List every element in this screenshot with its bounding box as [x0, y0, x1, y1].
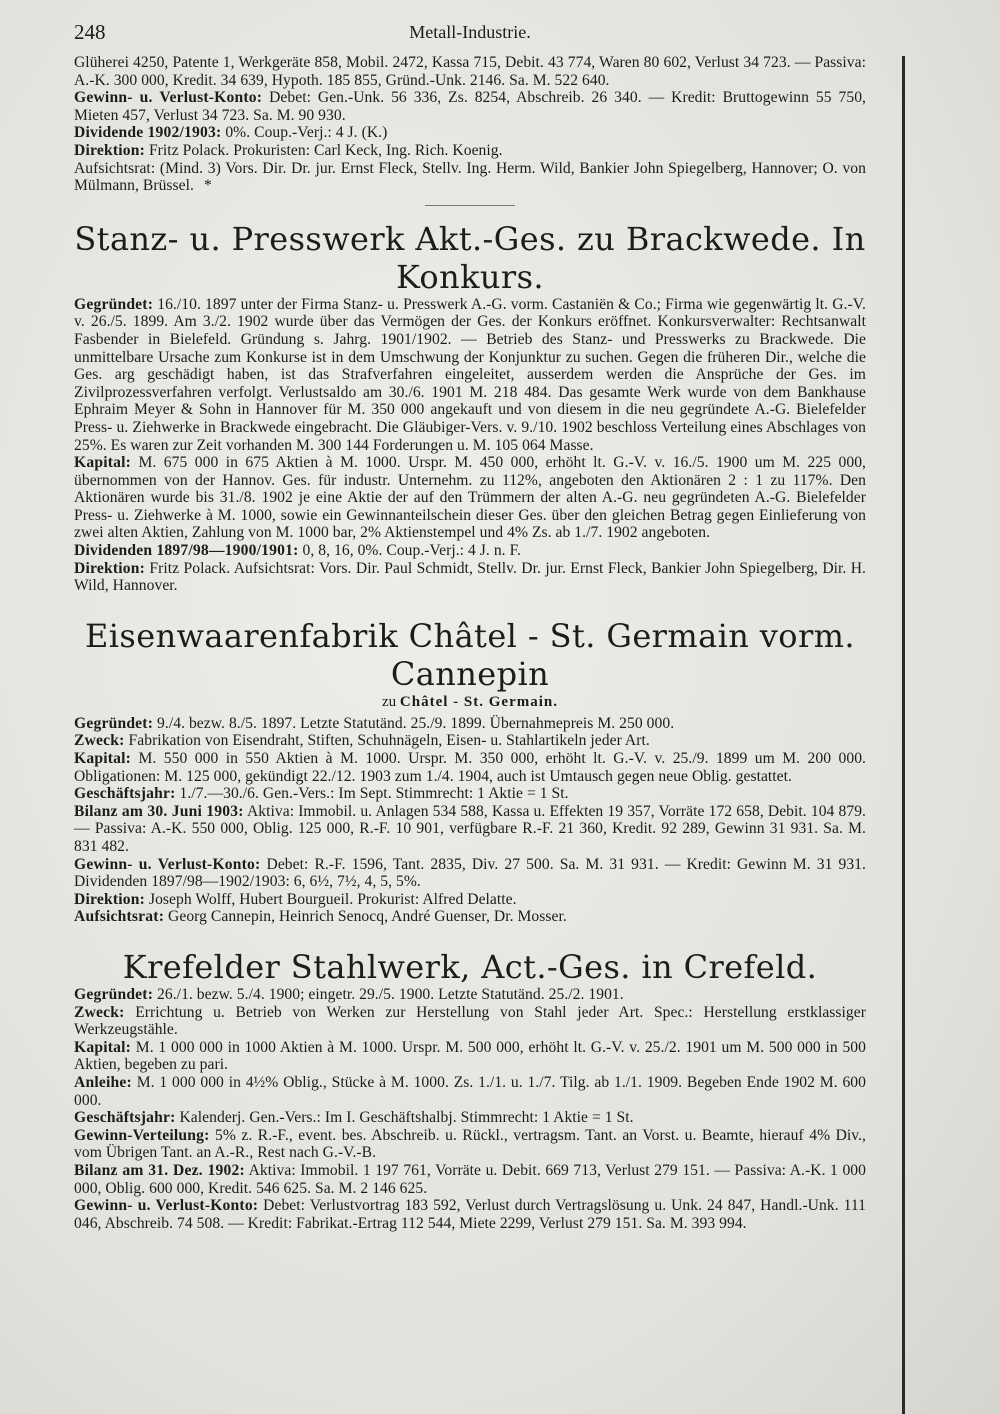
paragraph: Anleihe: M. 1 000 000 in 4½% Oblig., Stücke à M. 1000. Zs. 1./1. u. 1./7. Tilg. ab 1./1. 1909. Begeben Ende 1902 M. 600 000.: [74, 1073, 866, 1109]
paragraph-label: Zweck:: [74, 1003, 125, 1021]
paragraph: Gegründet: 16./10. 1897 unter der Firma Stanz- u. Presswerk A.-G. vorm. Castaniën & Co.; Firma wie gegenwärtig lt. G.-V. v. 26./5. 1899. Am 3./2. 1902 wurde über das Vermögen der Ges. der Konkurs eröffnet. Konkursverwalter: Rechtsanwalt Fasbender in Bielefeld. Gründung s. Jahrg. 1901/1902. — Betrieb des Stanz- und Presswerks zu Brackwede. Die unmittelbare Ursache zum Konkurse ist in dem Umschwung der Konjunktur zu suchen. Gegen die früheren Dir., welche die Ges. arg geschädigt haben, ist das Strafverfahren eingeleitet, ausserdem werden die Ansprüche der Ges. im Zivilprozessverfahren verfolgt. Verlustsaldo am 30./6. 1901 M. 218 484. Das gesamte Werk wurde von dem Bankhause Ephraim Meyer & Sohn in Hannover für M. 350 000 angekauft und von diesem in die neu gegründete A.-G. Bielefelder Press- u. Ziehwerke in Brackwede eingebracht. Die Gläubiger-Vers. v. 9./10. 1902 beschloss Verteilung eines Abschlages von 25%. Es waren zur Zeit vorhanden M. 300 144 Forderungen u. M. 105 064 Masse.: [74, 295, 866, 454]
spacer: [74, 926, 866, 948]
paragraph: Zweck: Errichtung u. Betrieb von Werken zur Herstellung von Stahl jeder Art. Spec.: Herstellung erstklassiger Werkzeugstähle.: [74, 1003, 866, 1039]
paragraph-label: Dividende 1902/1903:: [74, 124, 222, 142]
entry-subline: [74, 693, 866, 711]
paragraph: Gegründet: 26./1. bezw. 5./4. 1900; eingetr. 29./5. 1900. Letzte Statutänd. 25./2. 1901.: [74, 985, 624, 1003]
paragraph-label: Bilanz am 30. Juni 1903:: [74, 802, 244, 820]
paragraph-label: Kapital:: [74, 1038, 132, 1056]
paragraph-label: Gewinn- u. Verlust-Konto:: [74, 1197, 259, 1215]
entry-stanz-presswerk: [74, 220, 866, 595]
paragraph-label: Zweck:: [74, 732, 125, 750]
paragraph: [74, 160, 866, 195]
paragraph: Bilanz am 30. Juni 1903: Aktiva: Immobil. u. Anlagen 534 588, Kassa u. Effekten 19 357, Vorräte 172 658, Debit. 104 879. — Passiva: A.-K. 550 000, Oblig. 125 000, R.-F. 10 901, verfügbare R.-F. 21 360, Kredit. 92 289, Gewinn 31 931. Sa. M. 831 482.: [74, 802, 867, 855]
paragraph: Gewinn- u. Verlust-Konto: Debet: R.-F. 1596, Tant. 2835, Div. 27 500. Sa. M. 31 931. — Kredit: Gewinn M. 31 931. Dividenden 1897/98—1902/1903: 6, 6½, 7½, 4, 5, 5%.: [74, 855, 866, 891]
subline-prefix: zu: [382, 693, 397, 710]
page-header: [74, 14, 866, 54]
entry-star-mark: *: [203, 177, 212, 195]
paragraph-label: Gegründet:: [74, 714, 154, 732]
entry-headline: Eisenwaarenfabrik Châtel - St. Germain vorm. Cannepin: [85, 616, 855, 693]
paragraph: Gegründet: 9./4. bezw. 8./5. 1897. Letzte Statutänd. 25./9. 1899. Übernahmepreis M. 250 000.: [74, 714, 675, 732]
paragraph-label: Direktion:: [74, 141, 146, 159]
paragraph-label: Kapital:: [74, 750, 132, 768]
paragraph: Aufsichtsrat: Georg Cannepin, Heinrich Senocq, André Guenser, Dr. Mosser.: [74, 908, 567, 926]
entry-eisenwaarenfabrik: [74, 617, 866, 926]
paragraph: Dividende 1902/1903: 0%. Coup.-Verj.: 4 J. (K.): [74, 124, 388, 142]
page-number: 248: [74, 20, 106, 44]
paragraph-label: Gegründet:: [74, 295, 154, 313]
entry-headline: Krefelder Stahlwerk, Act.-Ges. in Crefeld.: [122, 947, 818, 986]
entry-krefelder-stahlwerk: [74, 948, 866, 1232]
paragraph-label: Anleihe:: [74, 1073, 132, 1091]
paragraph: Kapital: M. 675 000 in 675 Aktien à M. 1000. Urspr. M. 450 000, erhöht lt. G.-V. v. 16./5. 1900 um M. 225 000, übernommen von der Hannov. Ges. für industr. Unternehm. zu 112%, angeboten den Aktionären 2 : 1 zu 117%. Den Aktionären wurde bis 31./8. 1902 je eine Aktie der auf den Trümmern der alten A.-G. neu gegründeten A.-G. Bielefelder Press- u. Ziehwerke à M. 1000, sowie ein Gewinnanteilschein dieser Ges. über den gleichen Betrag gegen Einlieferung von zwei alten Aktien, Zahlung von M. 1000 bar, 2% Aktienstempel und 4% Zs. ab 1./7. 1902 angeboten.: [74, 454, 866, 542]
entry-headline: Stanz- u. Presswerk Akt.-Ges. zu Brackwede. In Konkurs.: [74, 219, 866, 296]
paragraph-text: Aufsichtsrat: (Mind. 3) Vors. Dir. Dr. jur. Ernst Fleck, Stellv. Ing. Herm. Wild, Bankier John Spiegelberg, Hannover; O. von Mülmann, Brüssel.: [74, 159, 866, 195]
paragraph-label: Bilanz am 31. Dez. 1902:: [74, 1161, 245, 1179]
entry-continuation: [74, 54, 866, 195]
subline-location: Châtel - St. Germain.: [399, 693, 558, 710]
paragraph: Bilanz am 31. Dez. 1902: Aktiva: Immobil. 1 197 761, Vorräte u. Debit. 669 713, Verlust 279 151. — Passiva: A.-K. 1 000 000, Oblig. 600 000, Kredit. 546 625. Sa. M. 2 146 625.: [74, 1161, 866, 1197]
paragraph: Geschäftsjahr: Kalenderj. Gen.-Vers.: Im I. Geschäftshalbj. Stimmrecht: 1 Aktie = 1 St.: [74, 1109, 634, 1127]
paragraph-label: Geschäftsjahr:: [74, 1109, 176, 1127]
column-divider: [902, 56, 905, 1414]
paragraph: Gewinn- u. Verlust-Konto: Debet: Verlustvortrag 183 592, Verlust durch Vertragslösung u. Unk. 24 847, Handl.-Unk. 111 046, Abschreib. 74 508. — Kredit: Fabrikat.-Ertrag 112 544, Miete 2299, Verlust 279 151. Sa. M. 393 994.: [74, 1197, 866, 1232]
paragraph-label: Geschäftsjahr:: [74, 785, 176, 803]
paragraph: Gewinn- u. Verlust-Konto: Debet: Gen.-Unk. 56 336, Zs. 8254, Abschreib. 26 340. — Kredit: Bruttogewinn 55 750, Mieten 457, Verlust 34 723. Sa. M. 90 930.: [74, 89, 867, 124]
separator-rule: [425, 205, 515, 206]
paragraph: Gewinn-Verteilung: 5% z. R.-F., event. bes. Abschreib. u. Rückl., vertragsm. Tant. an Vorst. u. Beamte, hierauf 4% Div., vom Übrigen Tant. an A.-R., Rest nach G.-V.-B.: [74, 1126, 866, 1162]
running-head: Metall-Industrie.: [409, 22, 531, 42]
paragraph-label: Direktion:: [74, 890, 146, 908]
paragraph: Direktion: Fritz Polack. Prokuristen: Carl Keck, Ing. Rich. Koenig.: [74, 141, 503, 159]
paragraph-label: Direktion:: [74, 559, 146, 577]
paragraph: Geschäftsjahr: 1./7.—30./6. Gen.-Vers.: Im Sept. Stimmrecht: 1 Aktie = 1 St.: [74, 785, 569, 803]
paragraph-label: Gewinn-Verteilung:: [74, 1126, 210, 1144]
paragraph: Kapital: M. 550 000 in 550 Aktien à M. 1000. Urspr. M. 350 000, erhöht lt. G.-V. v. 25./9. 1899 um M. 200 000. Obligationen: M. 125 000, gekündigt 22./12. 1903 zum 1./4. 1904, auch ist Umtausch gegen neue Oblig. gestattet.: [74, 750, 866, 785]
paragraph-label: Aufsichtsrat:: [74, 908, 165, 926]
paragraph-label: Kapital:: [74, 454, 132, 472]
spacer: [74, 595, 866, 617]
main-column: [74, 14, 866, 1232]
paragraph: Kapital: M. 1 000 000 in 1000 Aktien à M. 1000. Urspr. M. 500 000, erhöht lt. G.-V. v. 25./2. 1901 um M. 500 000 in 500 Aktien, begeben zu pari.: [74, 1038, 866, 1074]
paragraph: Direktion: Fritz Polack. Aufsichtsrat: Vors. Dir. Paul Schmidt, Stellv. Dr. jur. Ernst Fleck, Bankier John Spiegelberg, Dir. H. Wild, Hannover.: [74, 559, 866, 595]
paragraph: Direktion: Joseph Wolff, Hubert Bourgueil. Prokurist: Alfred Delatte.: [74, 890, 517, 908]
paragraph-label: Gewinn- u. Verlust-Konto:: [74, 855, 261, 873]
paragraph: Glüherei 4250, Patente 1, Werkgeräte 858, Mobil. 2472, Kassa 715, Debit. 43 774, Waren 80 602, Verlust 34 723. — Passiva: A.-K. 300 000, Kredit. 34 639, Hypoth. 185 855, Gründ.-Unk. 2146. Sa. M. 522 640.: [74, 54, 866, 89]
paragraph-label: Gewinn- u. Verlust-Konto:: [74, 89, 263, 107]
paragraph-label: Dividenden 1897/98—1900/1901:: [74, 542, 299, 560]
paragraph: Zweck: Fabrikation von Eisendraht, Stiften, Schuhnägeln, Eisen- u. Stahlartikeln jeder Art.: [74, 732, 650, 750]
paragraph: Dividenden 1897/98—1900/1901: 0, 8, 16, 0%. Coup.-Verj.: 4 J. n. F.: [74, 542, 521, 560]
paragraph-label: Gegründet:: [74, 985, 154, 1003]
